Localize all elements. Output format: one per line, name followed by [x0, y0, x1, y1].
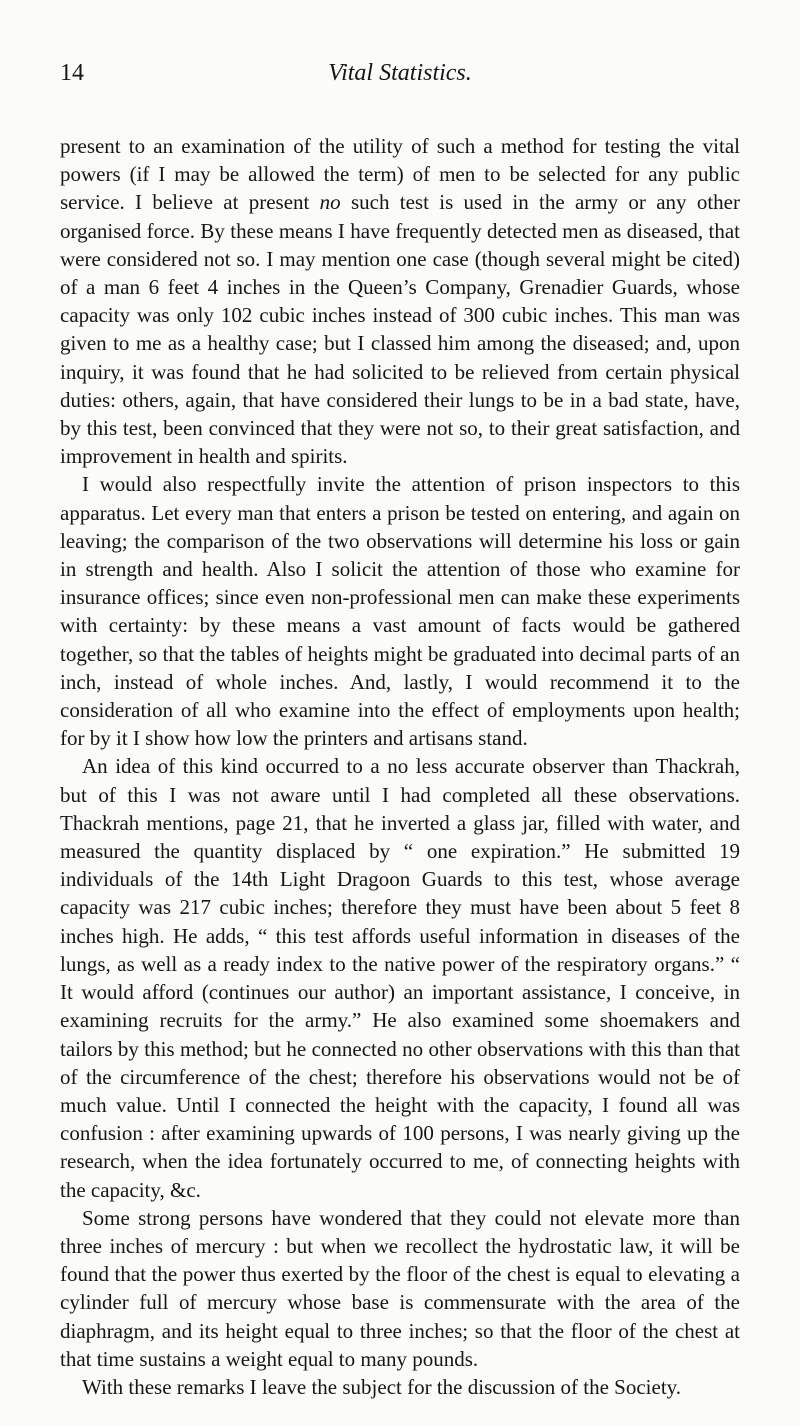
book-page	[60, 0, 740, 1401]
body-text	[60, 132, 740, 1401]
page-header	[60, 60, 740, 104]
page-number: 14	[60, 60, 84, 86]
paragraph	[60, 132, 740, 470]
running-title: Vital Statistics.	[328, 60, 472, 86]
paragraph: Some strong persons have wondered that they could not elevate more than three inches of mercury : but when we recollect the hydrostatic law, it will be found that the power thus exerted by the floor of the chest is equal to elevating a cylinder full of mercury whose base is commensurate with the area of the diaphragm, and its height equal to three inches; so that the floor of the chest at that time sustains a weight equal to many pounds.	[60, 1205, 740, 1371]
paragraph-text-before: present to an examination of the utility of such a method for testing the vital powers (if I may be allowed the term) of men to be selected for any public service. I believe at present	[60, 134, 740, 215]
italic-emphasis: no	[319, 190, 341, 215]
paragraph-text-after: such test is used in the army or any other organised force. By these means I have frequently detected men as diseased, that were considered not so. I may mention one case (though several might be cited) of a man 6 feet 4 inches in the Queen’s Company, Grenadier Guards, whose capacity was only 102 cubic inches instead of 300 cubic inches. This man was given to me as a healthy case; but I classed him among the diseased; and, upon inquiry, it was found that he had solicited to be relieved from certain physical duties: others, again, that have considered their lungs to be in a bad state, have, by this test, been convinced that they were not so, to their great satisfaction, and improvement in health and spirits.	[60, 190, 740, 469]
paragraph: I would also respectfully invite the attention of prison inspectors to this apparatus. Let every man that enters a prison be tested on entering, and again on leaving; the comparison of the two observations will determine his loss or gain in strength and health. Also I solicit the attention of those who examine for insurance offices; since even non-professional men can make these experiments with certainty: by these means a vast amount of facts would be gathered together, so that the tables of heights might be graduated into decimal parts of an inch, instead of whole inches. And, lastly, I would recommend it to the consideration of all who examine into the effect of employments upon health; for by it I show how low the printers and artisans stand.	[60, 472, 740, 751]
paragraph: An idea of this kind occurred to a no less accurate observer than Thackrah, but of this I was not aware until I had completed all these observations. Thackrah mentions, page 21, that he inverted a glass jar, filled with water, and measured the quantity displaced by “ one expiration.” He submitted 19 individuals of the 14th Light Dragoon Guards to this test, whose average capacity was 217 cubic inches; therefore they must have been about 5 feet 8 inches high. He adds, “ this test affords useful information in diseases of the lungs, as well as a ready index to the native power of the respiratory organs.” “ It would afford (continues our author) an important assistance, I conceive, in examining recruits for the army.” He also examined some shoemakers and tailors by this method; but he connected no other observations with this than that of the circumference of the chest; therefore his observations would not be of much value. Until I connected the height with the capacity, I found all was confusion : after examining upwards of 100 persons, I was nearly giving up the research, when the idea fortunately occurred to me, of connecting heights with the capacity, &c.	[60, 754, 740, 1202]
paragraph: With these remarks I leave the subject for the discussion of the Society.	[82, 1374, 682, 1399]
